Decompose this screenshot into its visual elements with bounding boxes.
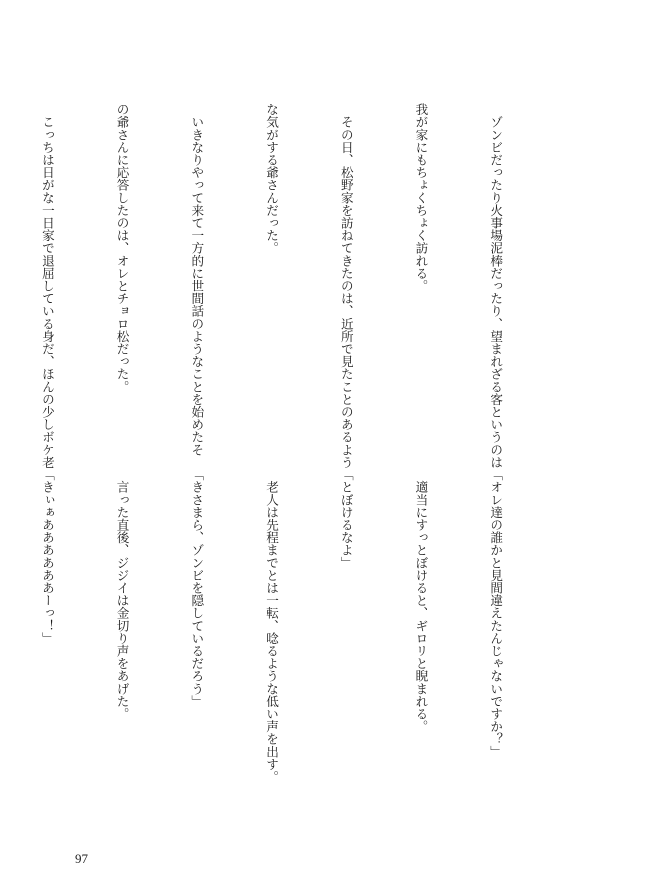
lower-text-block: [39, 468, 557, 818]
text-line: の爺さんに応答したのは、オレとチョロ松だった。: [114, 103, 130, 393]
text-line: 「とぼけるなよ」: [338, 468, 354, 569]
page-number: 97: [75, 851, 88, 866]
text-line: こっちは日がな一日家で退屈している身だ、ほんの少しボケ老: [39, 103, 55, 469]
text-line: 適当にすっとぼけると、ギロリと睨まれる。: [413, 468, 429, 733]
text-line: 「きさまら、ゾンビを隠しているだろう」: [189, 468, 205, 708]
text-line: 我が家にもちょくちょく訪れる。: [413, 103, 429, 292]
text-line: 老人は先程までとは一転、唸るような低い声を出す。: [264, 468, 280, 783]
text-line: いきなりやって来て一方的に世間話のようなことを始めたそ: [189, 103, 205, 456]
text-line: その日、松野家を訪ねてきたのは、近所で見たことのあるよう: [338, 103, 354, 469]
upper-text-block: [39, 103, 557, 469]
text-line: な気がする爺さんだった。: [264, 103, 280, 255]
text-line: 「オレ達の誰かと見間違えたんじゃないですか？」: [488, 468, 504, 758]
text-line: ゾンビだったり火事場泥棒だったり、望まれざる客というのは: [488, 103, 504, 469]
text-line: 「きぃぁああああああーっ！」: [39, 468, 55, 645]
text-line: 言った直後、ジジイは金切り声をあげた。: [114, 468, 130, 720]
